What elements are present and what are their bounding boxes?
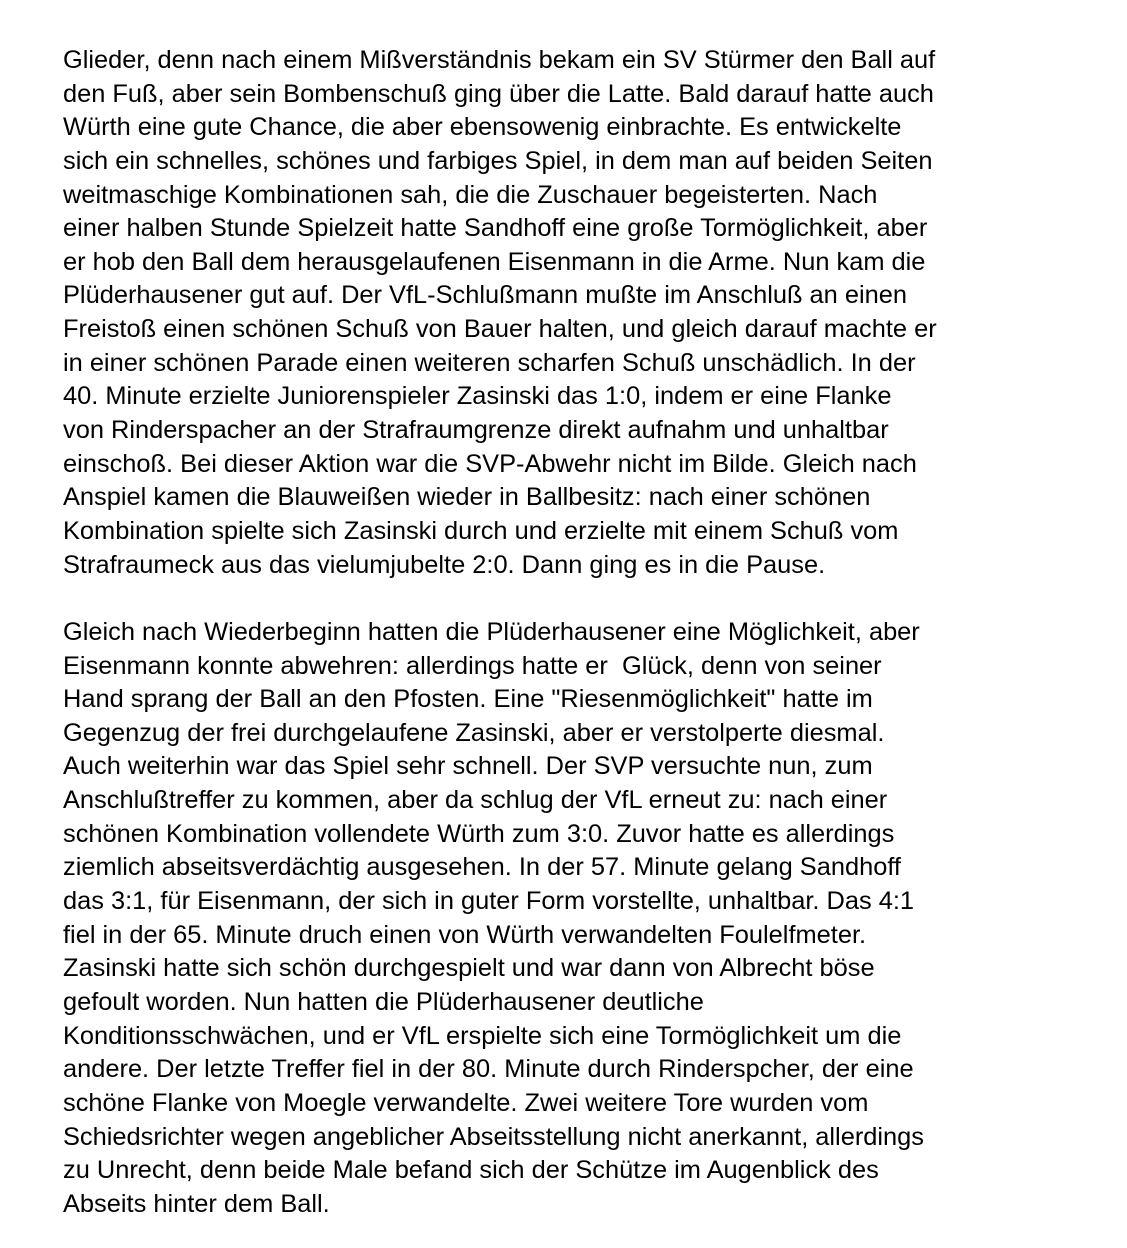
text-line: Abseits hinter dem Ball.	[63, 1189, 330, 1218]
text-line: ziemlich abseitsverdächtig ausgesehen. In der 57. Minute gelang Sandhoff	[63, 853, 901, 882]
text-line: Freistoß einen schönen Schuß von Bauer halten, und gleich darauf machte er	[63, 315, 937, 344]
text-line: weitmaschige Kombinationen sah, die die Zuschauer begeisterten. Nach	[63, 180, 878, 209]
text-line: Glieder, denn nach einem Mißverständnis bekam ein SV Stürmer den Ball auf	[63, 46, 936, 74]
text-line: einer halben Stunde Spielzeit hatte Sandhoff eine große Tormöglichkeit, aber	[63, 214, 928, 243]
text-line: Konditionsschwächen, und er VfL erspielte sich eine Tormöglichkeit um die	[63, 1021, 902, 1050]
text-line: er hob den Ball dem herausgelaufenen Eisenmann in die Arme. Nun kam die	[63, 247, 926, 276]
document-page	[63, 44, 1073, 1221]
paragraph-2	[63, 616, 1073, 1222]
text-line: schöne Flanke von Moegle verwandelte. Zwei weitere Tore wurden vom	[63, 1088, 869, 1117]
text-line: Anspiel kamen die Blauweißen wieder in Ballbesitz: nach einer schönen	[63, 483, 871, 512]
text-line: das 3:1, für Eisenmann, der sich in guter Form vorstellte, unhaltbar. Das 4:1	[63, 887, 915, 916]
text-line: Hand sprang der Ball an den Pfosten. Eine "Riesenmöglichkeit" hatte im	[63, 685, 873, 714]
text-line: Eisenmann konnte abwehren: allerdings hatte er Glück, denn von seiner	[63, 651, 882, 680]
text-line: Anschlußtreffer zu kommen, aber da schlug der VfL erneut zu: nach einer	[63, 786, 888, 815]
paragraph-spacer	[63, 582, 1073, 616]
text-line: gefoult worden. Nun hatten die Plüderhausener deutliche	[63, 987, 704, 1016]
text-line: Schiedsrichter wegen angeblicher Abseitsstellung nicht anerkannt, allerdings	[63, 1122, 924, 1151]
text-line: Gegenzug der frei durchgelaufene Zasinski, aber er verstolperte diesmal.	[63, 718, 885, 747]
text-line: zu Unrecht, denn beide Male befand sich der Schütze im Augenblick des	[63, 1156, 879, 1185]
text-line: in einer schönen Parade einen weiteren scharfen Schuß unschädlich. In der	[63, 348, 916, 377]
text-line: Plüderhausener gut auf. Der VfL-Schlußmann mußte im Anschluß an einen	[63, 281, 907, 310]
text-line: Gleich nach Wiederbeginn hatten die Plüderhausener eine Möglichkeit, aber	[63, 617, 920, 646]
text-line: andere. Der letzte Treffer fiel in der 80. Minute durch Rinderspcher, der eine	[63, 1055, 914, 1084]
text-line: den Fuß, aber sein Bombenschuß ging über die Latte. Bald darauf hatte auch	[63, 79, 934, 108]
text-line: Würth eine gute Chance, die aber ebensowenig einbrachte. Es entwickelte	[63, 113, 902, 142]
text-line: einschoß. Bei dieser Aktion war die SVP-Abwehr nicht im Bilde. Gleich nach	[63, 449, 917, 478]
text-line: von Rinderspacher an der Strafraumgrenze direkt aufnahm und unhaltbar	[63, 416, 889, 445]
text-line: fiel in der 65. Minute druch einen von Würth verwandelten Foulelfmeter.	[63, 920, 867, 949]
text-line: Kombination spielte sich Zasinski durch und erzielte mit einem Schuß vom	[63, 516, 899, 545]
text-line: Strafraumeck aus das vielumjubelte 2:0. Dann ging es in die Pause.	[63, 550, 826, 579]
text-line: 40. Minute erzielte Juniorenspieler Zasinski das 1:0, indem er eine Flanke	[63, 382, 892, 411]
paragraph-1	[63, 44, 1073, 582]
text-line: schönen Kombination vollendete Würth zum 3:0. Zuvor hatte es allerdings	[63, 819, 895, 848]
text-line: Auch weiterhin war das Spiel sehr schnell. Der SVP versuchte nun, zum	[63, 752, 873, 781]
text-line: Zasinski hatte sich schön durchgespielt und war dann von Albrecht böse	[63, 954, 875, 983]
text-line: sich ein schnelles, schönes und farbiges Spiel, in dem man auf beiden Seiten	[63, 146, 933, 175]
